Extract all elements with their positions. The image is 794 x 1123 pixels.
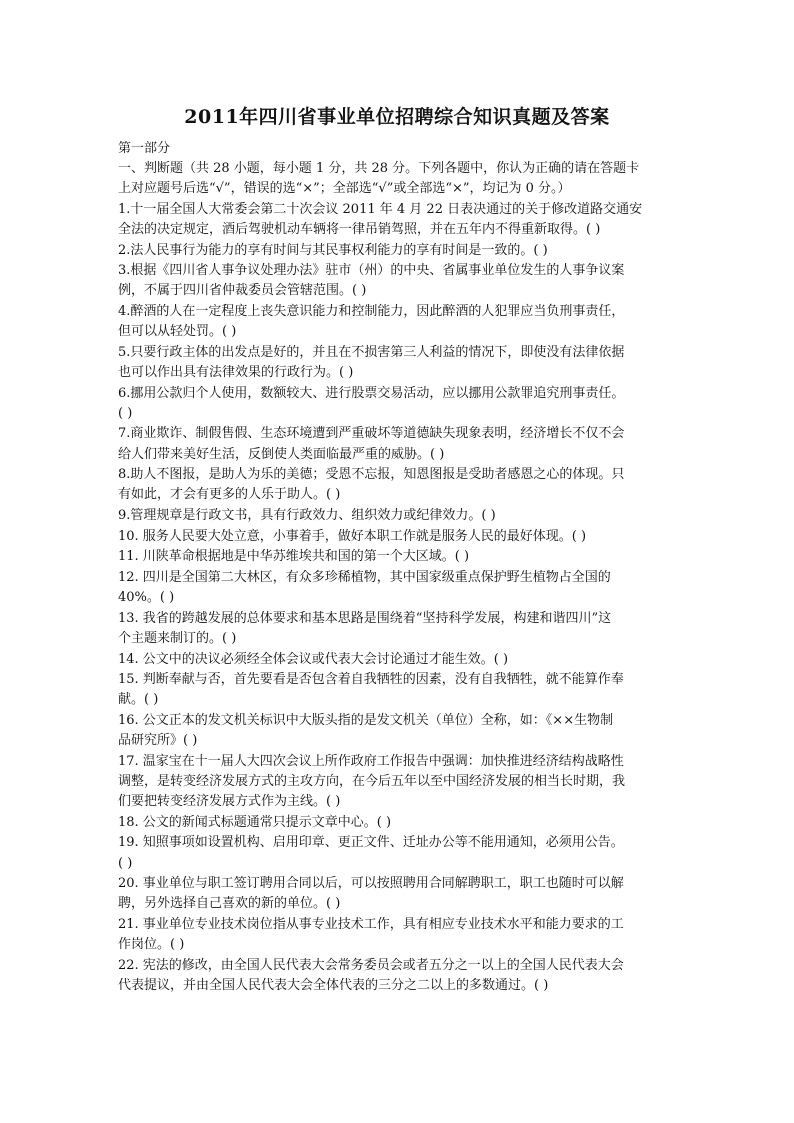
question-item [118, 956, 680, 996]
question-item [118, 506, 680, 526]
question-text-line: 19. 知照事项如设置机构、启用印章、更正文件、迁址办公等不能用通知，必须用公告。 [118, 835, 624, 851]
question-text-line: 2.法人民事行为能力的享有时间与其民事权利能力的享有时间是一致的。( ) [118, 242, 548, 258]
question-text-line: ( ) [118, 405, 133, 421]
question-text-line: 全法的决定规定，酒后驾驶机动车辆将一律吊销驾照，并在五年内不得重新取得。( ) [118, 221, 601, 237]
document-title: 2011年四川省事业单位招聘综合知识真题及答案 [184, 106, 610, 128]
question-text-line: 16. 公文正本的发文机关标识中大版头指的是发文机关（单位）全称，如：《××生物制 [118, 713, 614, 729]
question-text-line: 18. 公文的新闻式标题通常只提示文章中心。( ) [118, 814, 392, 830]
part-heading: 第一部分 [118, 141, 171, 156]
question-item [118, 874, 680, 914]
question-text-line: 也可以作出具有法律效果的行政行为。( ) [118, 365, 354, 380]
question-item [118, 833, 680, 873]
question-text-line: 20. 事业单位与职工签订聘用合同以后，可以按照聘用合同解聘职工，职工也随时可以解 [118, 876, 624, 892]
question-item [118, 650, 680, 670]
question-item [118, 915, 680, 955]
question-text-line: 品研究所》( ) [118, 733, 198, 749]
question-item [118, 424, 680, 464]
question-text-line: 10. 服务人民要大处立意，小事着手，做好本职工作就是服务人民的最好体现。( ) [118, 528, 587, 544]
question-text-line: 作岗位。( ) [118, 937, 185, 953]
question-item [118, 384, 680, 424]
question-text-line: 但可以从轻处罚。( ) [118, 324, 237, 340]
question-text-line: 例，不属于四川省仲裁委员会管辖范围。( ) [118, 283, 367, 299]
question-item [118, 670, 680, 710]
question-text-line: 13. 我省的跨越发展的总体要求和基本思路是围绕着“坚持科学发展，构建和谐四川”这 [118, 610, 612, 626]
instructions-line: 上对应题号后选“√”，错误的选“×”；全部选“√”或全部选“×”，均记为 0 分。） [118, 181, 571, 197]
question-text-line: ( ) [118, 855, 133, 871]
question-item [118, 200, 680, 240]
question-item [118, 609, 680, 649]
question-item [118, 568, 680, 608]
question-item [118, 752, 680, 812]
question-text-line: 代表提议，并由全国人民代表大会全体代表的三分之二以上的多数通过。( ) [118, 977, 549, 993]
question-item [118, 527, 680, 547]
question-text-line: 们要把转变经济发展方式作为主线。( ) [118, 794, 341, 810]
question-text-line: 11. 川陕革命根据地是中华苏维埃共和国的第一个大区域。( ) [118, 549, 470, 565]
question-text-line: 3.根据《四川省人事争议处理办法》驻市（州）的中央、省属事业单位发生的人事争议案 [118, 263, 625, 279]
question-text-line: 14. 公文中的决议必须经全体会议或代表大会讨论通过才能生效。( ) [118, 651, 509, 667]
document-body [118, 139, 680, 996]
question-item [118, 343, 680, 383]
question-text-line: 40%。( ) [118, 590, 175, 606]
question-item [118, 302, 680, 342]
question-text-line: 6.挪用公款归个人使用，数额较大、进行股票交易活动，应以挪用公款罪追究刑事责任。 [118, 385, 625, 401]
question-text-line: 4.醉酒的人在一定程度上丧失意识能力和控制能力，因此醉酒的人犯罪应当负刑事责任， [118, 304, 625, 320]
question-text-line: 个主题来制订的。( ) [118, 630, 237, 646]
question-item [118, 711, 680, 751]
question-text-line: 17. 温家宝在十一届人大四次会议上所作政府工作报告中强调：加快推进经济结构战略性 [118, 753, 624, 769]
question-list [118, 200, 680, 996]
question-text-line: 聘，另外选择自己喜欢的新的单位。( ) [118, 896, 341, 912]
question-item [118, 547, 680, 567]
question-text-line: 1.十一届全国人大常委会第二十次会议 2011 年 4 月 22 日表决通过的关于修改道路交通安 [118, 201, 643, 217]
question-text-line: 15. 判断奉献与否，首先要看是否包含着自我牺牲的因素，没有自我牺牲，就不能算作奉 [118, 672, 624, 688]
question-text-line: 有如此，才会有更多的人乐于助人。( ) [118, 487, 341, 503]
question-text-line: 21. 事业单位专业技术岗位指从事专业技术工作，具有相应专业技术水平和能力要求的工 [118, 917, 624, 933]
question-text-line: 9.管理规章是行政文书，具有行政效力、组织效力或纪律效力。( ) [118, 508, 496, 524]
question-item [118, 241, 680, 261]
question-text-line: 献。( ) [118, 692, 159, 708]
instructions-line: 一、判断题（共 28 小题，每小题 1 分，共 28 分。下列各题中，你认为正确的请在答题卡 [118, 161, 640, 177]
question-text-line: 22. 宪法的修改，由全国人民代表大会常务委员会或者五分之一以上的全国人民代表大会 [118, 957, 624, 973]
question-text-line: 5.只要行政主体的出发点是好的，并且在不损害第三人利益的情况下，即使没有法律依据 [118, 344, 625, 360]
question-item [118, 813, 680, 833]
question-item [118, 465, 680, 505]
question-text-line: 调整，是转变经济发展方式的主攻方向，在今后五年以至中国经济发展的相当长时期，我 [118, 774, 626, 789]
question-item [118, 261, 680, 301]
question-text-line: 给人们带来美好生活，反倒使人类面临最严重的威胁。( ) [118, 446, 445, 462]
question-text-line: 8.助人不图报，是助人为乐的美德；受恩不忘报，知恩图报是受助者感恩之心的体现。只 [118, 467, 625, 483]
question-text-line: 12. 四川是全国第二大林区，有众多珍稀植物，其中国家级重点保护野生植物占全国的 [118, 570, 611, 586]
question-text-line: 7.商业欺诈、制假售假、生态环境遭到严重破坏等道德缺失现象表明，经济增长不仅不会 [118, 426, 625, 442]
